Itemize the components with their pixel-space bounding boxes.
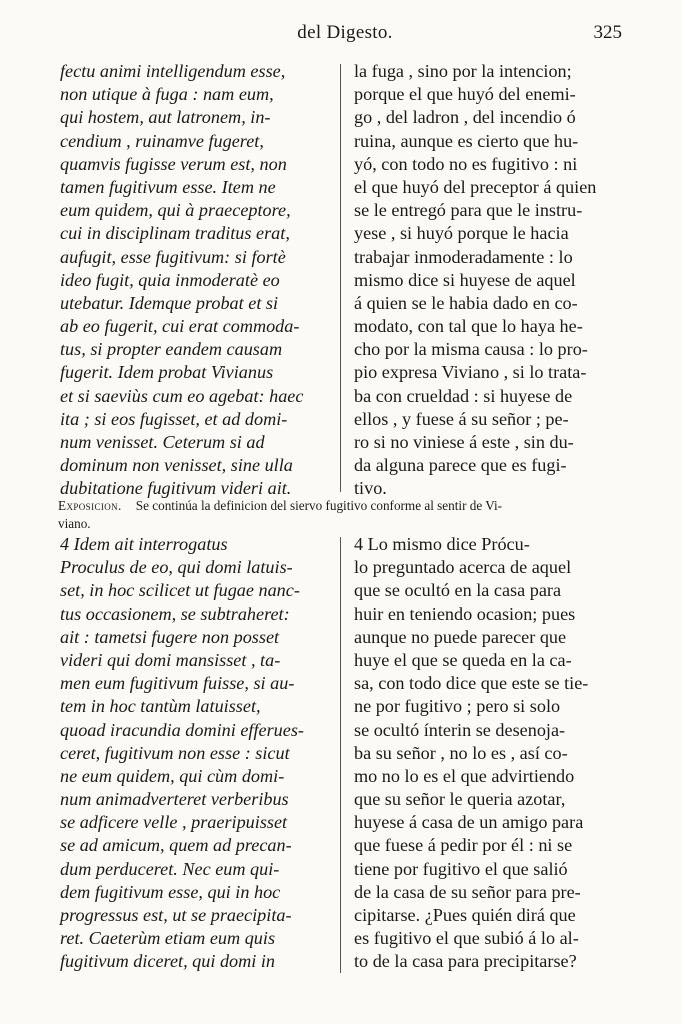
- text-line: ret. Caeterùm etiam eum quis: [60, 928, 276, 949]
- text-line: ro si no viniese á este , sin du-: [354, 432, 574, 452]
- text-line: tivo.: [354, 478, 387, 499]
- text-line: de la casa de su señor para pre-: [354, 881, 581, 902]
- text-line: fectu animi intelligendum esse,: [60, 61, 286, 81]
- text-line: cui in disciplinam traditus erat,: [60, 223, 290, 244]
- text-line: mo no lo es el que advirtiendo: [354, 765, 575, 786]
- text-line: ideo fugit, quia inmoderatè eo: [60, 269, 280, 290]
- text-line: ruina, aunque es cierto que hu-: [354, 130, 579, 151]
- text-line: á quien se le habia dado en co-: [354, 292, 578, 313]
- exposicion-label: Exposicion.: [58, 498, 122, 513]
- text-line: tus, si propter eandem causam: [60, 339, 283, 360]
- text-line: huir en teniendo ocasion; pues: [354, 603, 576, 624]
- text-line: tamen fugitivum esse. Item ne: [60, 176, 276, 197]
- exposicion-note: [58, 497, 628, 533]
- text-line: la fuga , sino por la intencion;: [354, 61, 572, 81]
- text-line: modato, con tal que lo haya he-: [354, 316, 583, 337]
- text-line: fugerit. Idem probat Vivianus: [60, 362, 274, 383]
- text-line: ita ; si eos fugisset, et ad domi-: [60, 408, 288, 429]
- text-line: cendium , ruinamve fugeret,: [60, 130, 264, 151]
- text-line: se le entregó para que le instru-: [354, 200, 583, 221]
- text-line: men eum fugitivum fuisse, si au-: [60, 673, 295, 694]
- text-line: el que huyó del preceptor á quien: [354, 176, 597, 197]
- running-title: del Digesto.: [297, 22, 393, 43]
- text-line: num venisset. Ceterum si ad: [60, 432, 265, 452]
- text-line: mismo dice si huyese de aquel: [354, 269, 576, 290]
- text-line: huyese á casa de un amigo para: [354, 812, 584, 833]
- text-line: fugitivum diceret, qui domi in: [60, 951, 276, 972]
- text-line: 4 Lo mismo dice Prócu-: [354, 534, 530, 554]
- text-line: tus occasionem, se subtraheret:: [60, 603, 290, 624]
- text-line: et si saeviùs cum eo agebat: haec: [60, 385, 304, 406]
- text-line: tem in hoc tantùm latuisset,: [60, 696, 261, 717]
- text-line: se adficere velle , praeripuisset: [60, 812, 288, 833]
- text-line: ne eum quidem, qui cùm domi-: [60, 765, 285, 786]
- page-number: 325: [593, 22, 622, 43]
- text-line: dum perduceret. Nec eum qui-: [60, 858, 280, 879]
- text-line: dubitatione fugitivum videri ait.: [60, 478, 292, 499]
- text-line: cipitarse. ¿Pues quién dirá que: [354, 905, 576, 925]
- spanish-column-top: [354, 60, 629, 501]
- exposicion-text-line-2: viano.: [58, 516, 91, 531]
- text-line: 4 Idem ait interrogatus: [60, 534, 228, 554]
- text-line: ceret, fugitivum non esse : sicut: [60, 742, 290, 763]
- text-line: da alguna parece que es fugi-: [354, 455, 567, 476]
- text-line: yó, con todo no es fugitivo : ni: [354, 153, 578, 174]
- text-line: pio expresa Viviano , si lo trata-: [354, 362, 587, 383]
- page-header: [60, 22, 630, 56]
- text-line: trabajar inmoderadamente : lo: [354, 246, 573, 267]
- text-line: ne por fugitivo ; pero si solo: [354, 696, 561, 717]
- text-line: Proculus de eo, qui domi latuis-: [60, 557, 293, 578]
- text-line: set, in hoc scilicet ut fugae nanc-: [60, 580, 300, 601]
- text-line: yese , si huyó porque le hacia: [354, 223, 569, 244]
- latin-column-bottom: [60, 533, 335, 974]
- text-line: aunque no puede parecer que: [354, 626, 567, 647]
- text-line: ellos , y fuese á su señor ; pe-: [354, 408, 569, 429]
- text-line: utebatur. Idemque probat et si: [60, 292, 279, 313]
- exposicion-text-line-1: Se continúa la definicion del siervo fugitivo conforme al sentir de Vi-: [135, 498, 503, 513]
- text-line: ab eo fugerit, cui erat commoda-: [60, 316, 300, 337]
- text-line: se ocultó ínterin se desenoja-: [354, 719, 566, 740]
- text-line: dem fugitivum esse, qui in hoc: [60, 881, 281, 902]
- text-line: es fugitivo el que subió á lo al-: [354, 928, 579, 949]
- column-divider-bottom: [340, 537, 341, 973]
- text-line: que se ocultó en la casa para: [354, 580, 562, 601]
- text-line: num animadverteret verberibus: [60, 789, 289, 810]
- spanish-column-bottom: [354, 533, 629, 974]
- text-line: que fuese á pedir por él : ni se: [354, 835, 573, 856]
- text-line: que su señor le queria azotar,: [354, 789, 566, 810]
- text-line: to de la casa para precipitarse?: [354, 951, 577, 972]
- text-line: huye el que se queda en la ca-: [354, 649, 572, 670]
- text-line: aufugit, esse fugitivum: si fortè: [60, 246, 286, 267]
- text-line: se ad amicum, quem ad precan-: [60, 835, 292, 856]
- text-line: sa, con todo dice que este se tie-: [354, 673, 589, 694]
- text-line: lo preguntado acerca de aquel: [354, 557, 572, 578]
- text-line: ait : tametsi fugere non posset: [60, 626, 280, 647]
- text-line: non utique à fuga : nam eum,: [60, 84, 274, 105]
- text-line: quoad iracundia domini efferues-: [60, 719, 304, 740]
- text-line: ba su señor , no lo es , así co-: [354, 742, 568, 763]
- text-line: cho por la misma causa : lo pro-: [354, 339, 588, 360]
- text-line: eum quidem, qui à praeceptore,: [60, 200, 291, 221]
- column-divider-top: [340, 64, 341, 492]
- latin-column-top: [60, 60, 335, 501]
- text-line: ba con crueldad : si huyese de: [354, 385, 573, 406]
- text-line: tiene por fugitivo el que salió: [354, 858, 568, 879]
- text-line: qui hostem, aut latronem, in-: [60, 107, 271, 128]
- text-line: quamvis fugisse verum est, non: [60, 153, 287, 174]
- text-line: go , del ladron , del incendio ó: [354, 107, 576, 128]
- text-line: dominum non venisset, sine ulla: [60, 455, 293, 476]
- text-line: progressus est, ut se praecipita-: [60, 905, 292, 925]
- text-line: videri qui domi mansisset , ta-: [60, 649, 281, 670]
- text-line: porque el que huyó del enemi-: [354, 84, 576, 105]
